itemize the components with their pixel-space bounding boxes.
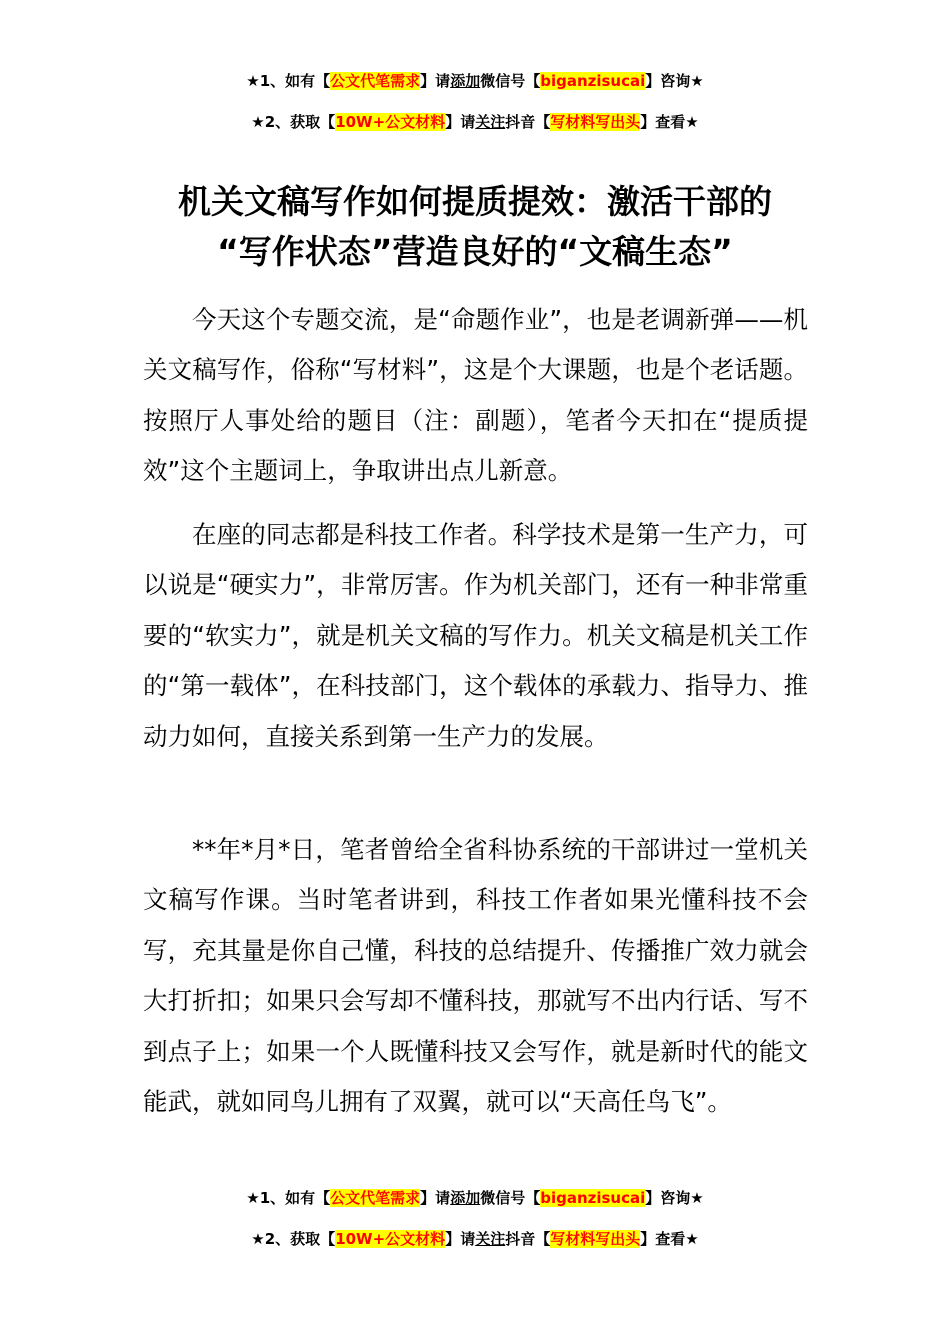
promo-text: 】查看★ [640, 113, 699, 131]
promo-underlined-word: 添加 [450, 72, 481, 90]
document-title-line-1: 机关文稿写作如何提质提效：激活干部的 [178, 182, 772, 221]
promo-text: 微信号【 [480, 1189, 541, 1207]
promo-highlight-douyin-account: 写材料写出头 [550, 113, 641, 131]
promo-line-follow-top [0, 111, 950, 133]
promo-underlined-word: 关注 [475, 1230, 506, 1248]
promo-line-follow-bottom [0, 1228, 950, 1250]
body-paragraph: 在座的同志都是科技工作者。科学技术是第一生产力，可以说是“硬实力”，非常厉害。作为机关部门，还有一种非常重要的“软实力”，就是机关文稿的写作力。机关文稿是机关工作的“第一载体”，在科技部门，这个载体的承载力、指导力、推动力如何，直接关系到第一生产力的发展。 [143, 520, 808, 751]
promo-highlight-douyin-account: 写材料写出头 [550, 1230, 641, 1248]
promo-text: 】请 [445, 113, 476, 131]
promo-highlight-service: 公文代笔需求 [330, 1189, 421, 1207]
promo-line-consult-bottom [0, 1187, 950, 1209]
promo-highlight-materials: 10W+公文材料 [335, 1230, 446, 1248]
promo-highlight-wechat-id: biganzisucai [540, 72, 646, 90]
promo-text: 抖音【 [505, 113, 551, 131]
body-paragraph: 今天这个专题交流，是“命题作业”，也是老调新弹——机关文稿写作，俗称“写材料”，这是个大课题，也是个老话题。按照厅人事处给的题目（注：副题），笔者今天扣在“提质提效”这个主题词上，争取讲出点儿新意。 [143, 305, 808, 486]
promo-text: 】查看★ [640, 1230, 699, 1248]
promo-text: 】请 [420, 1189, 451, 1207]
promo-highlight-service: 公文代笔需求 [330, 72, 421, 90]
promo-highlight-wechat-id: biganzisucai [540, 1189, 646, 1207]
promo-text: 】咨询★ [645, 72, 704, 90]
promo-text: ★1、如有【 [246, 72, 331, 90]
promo-text: 抖音【 [505, 1230, 551, 1248]
promo-text: 】咨询★ [645, 1189, 704, 1207]
promo-underlined-word: 添加 [450, 1189, 481, 1207]
promo-text: 微信号【 [480, 72, 541, 90]
promo-text: 】请 [420, 72, 451, 90]
promo-text: ★1、如有【 [246, 1189, 331, 1207]
document-title-line-2: “写作状态”营造良好的“文稿生态” [217, 232, 733, 271]
promo-text: ★2、获取【 [251, 113, 336, 131]
promo-text: ★2、获取【 [251, 1230, 336, 1248]
promo-highlight-materials: 10W+公文材料 [335, 113, 446, 131]
promo-line-consult-top [0, 70, 950, 92]
body-paragraph: **年*月*日，笔者曾给全省科协系统的干部讲过一堂机关文稿写作课。当时笔者讲到，科技工作者如果光懂科技不会写，充其量是你自己懂，科技的总结提升、传播推广效力就会大打折扣；如果只会写却不懂科技，那就写不出内行话、写不到点子上；如果一个人既懂科技又会写作，就是新时代的能文能武，就如同鸟儿拥有了双翼，就可以“天高任鸟飞”。 [143, 835, 808, 1117]
promo-underlined-word: 关注 [475, 113, 506, 131]
promo-text: 】请 [445, 1230, 476, 1248]
